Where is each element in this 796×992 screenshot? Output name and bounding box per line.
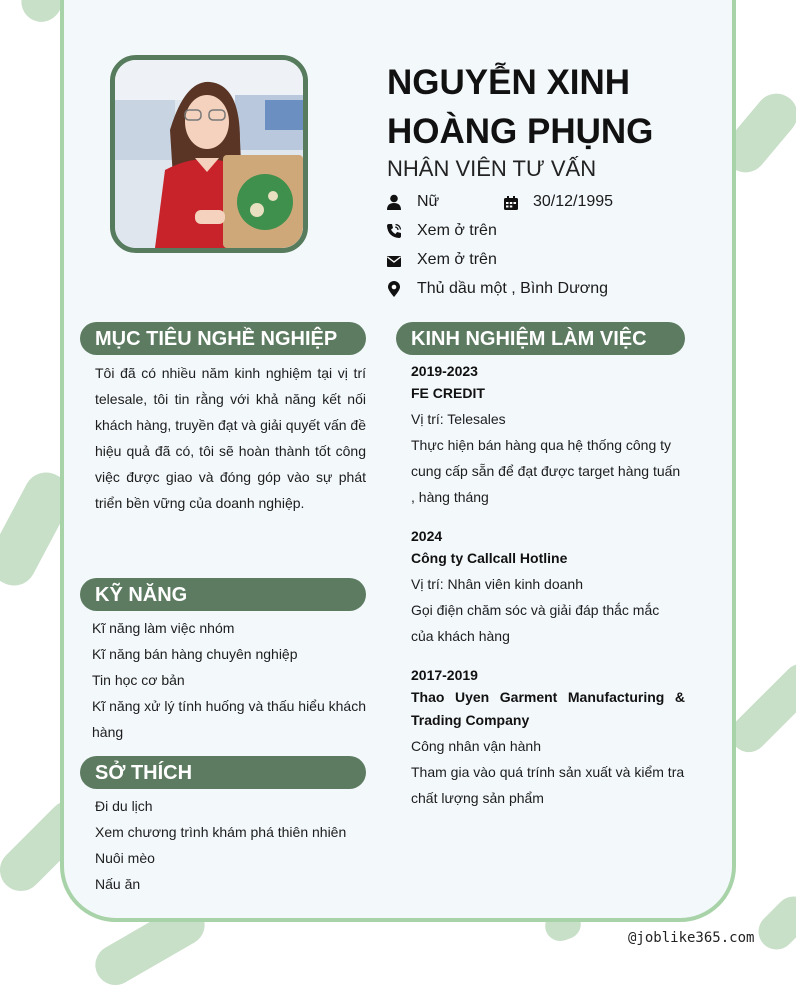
job-company: Công ty Callcall Hotline bbox=[411, 550, 568, 566]
job-company: FE CREDIT bbox=[411, 385, 485, 401]
skills-heading: KỸ NĂNG bbox=[80, 578, 366, 611]
phone-icon bbox=[386, 223, 402, 239]
skill-item: Tin học cơ bản bbox=[92, 672, 185, 688]
experience-heading: KINH NGHIỆM LÀM VIỆC bbox=[396, 322, 685, 355]
skill-item: Kĩ năng làm việc nhóm bbox=[92, 620, 235, 636]
name-line-1: NGUYỄN XINH bbox=[387, 63, 631, 102]
skill-item: Kĩ năng bán hàng chuyên nghiệp bbox=[92, 646, 298, 662]
portrait-image bbox=[115, 60, 303, 248]
hobbies-heading: SỞ THÍCH bbox=[80, 756, 366, 789]
job-years: 2017-2019 bbox=[411, 667, 478, 683]
job-years: 2019-2023 bbox=[411, 363, 478, 379]
hobby-item: Xem chương trình khám phá thiên nhiên bbox=[95, 824, 347, 840]
birthday-value: 30/12/1995 bbox=[533, 193, 614, 210]
objective-text: Tôi đã có nhiều năm kinh nghiệm tại vị trí telesale, tôi tin rằng với khả năng kết nối khách hàng, truyền đạt và giải quyết vấn đề hiệu quả đã có, tôi sẽ hoàn thành tốt công việc được giao và đóng góp vào sự phát triển bền vững của doanh nghiệp. bbox=[95, 365, 366, 511]
job-position: Vị trí: Nhân viên kinh doanh bbox=[411, 576, 583, 592]
location-pin-icon bbox=[386, 281, 402, 297]
email-value: Xem ở trên bbox=[417, 251, 497, 268]
hobby-item: Nuôi mèo bbox=[95, 850, 155, 866]
hobby-item: Đi du lịch bbox=[95, 798, 153, 814]
candidate-name bbox=[387, 58, 653, 156]
hobby-item: Nấu ăn bbox=[95, 876, 141, 892]
profile-photo bbox=[110, 55, 308, 253]
watermark: @joblike365.com bbox=[628, 930, 755, 946]
job-company: Thao Uyen Garment Manufacturing & Trading Company bbox=[411, 689, 685, 728]
job-position: Công nhân vận hành bbox=[411, 738, 541, 754]
calendar-icon bbox=[503, 195, 519, 211]
job-position: Vị trí: Telesales bbox=[411, 411, 506, 427]
phone-value: Xem ở trên bbox=[417, 222, 497, 239]
user-icon bbox=[386, 194, 402, 210]
job-description: Gọi điện chăm sóc và giải đáp thắc mắc của khách hàng bbox=[411, 602, 660, 644]
job-title: NHÂN VIÊN TƯ VẤN bbox=[387, 156, 597, 181]
name-line-2: HOÀNG PHỤNG bbox=[387, 112, 654, 151]
gender-value: Nữ bbox=[417, 193, 440, 210]
bg-stripe bbox=[751, 889, 796, 957]
job-years: 2024 bbox=[411, 528, 443, 544]
envelope-icon bbox=[386, 253, 402, 269]
job-description: Thực hiện bán hàng qua hệ thống công ty cung cấp sẵn để đạt được target hàng tuấn , hàng tháng bbox=[411, 437, 681, 505]
objective-heading: MỤC TIÊU NGHỀ NGHIỆP bbox=[80, 322, 366, 355]
skill-item: Kĩ năng xử lý tính huống và thấu hiểu khách hàng bbox=[92, 698, 367, 740]
address-value: Thủ dầu một , Bình Dương bbox=[417, 280, 609, 297]
job-description: Tham gia vào quá trính sản xuất và kiểm tra chất lượng sản phẩm bbox=[411, 764, 685, 806]
